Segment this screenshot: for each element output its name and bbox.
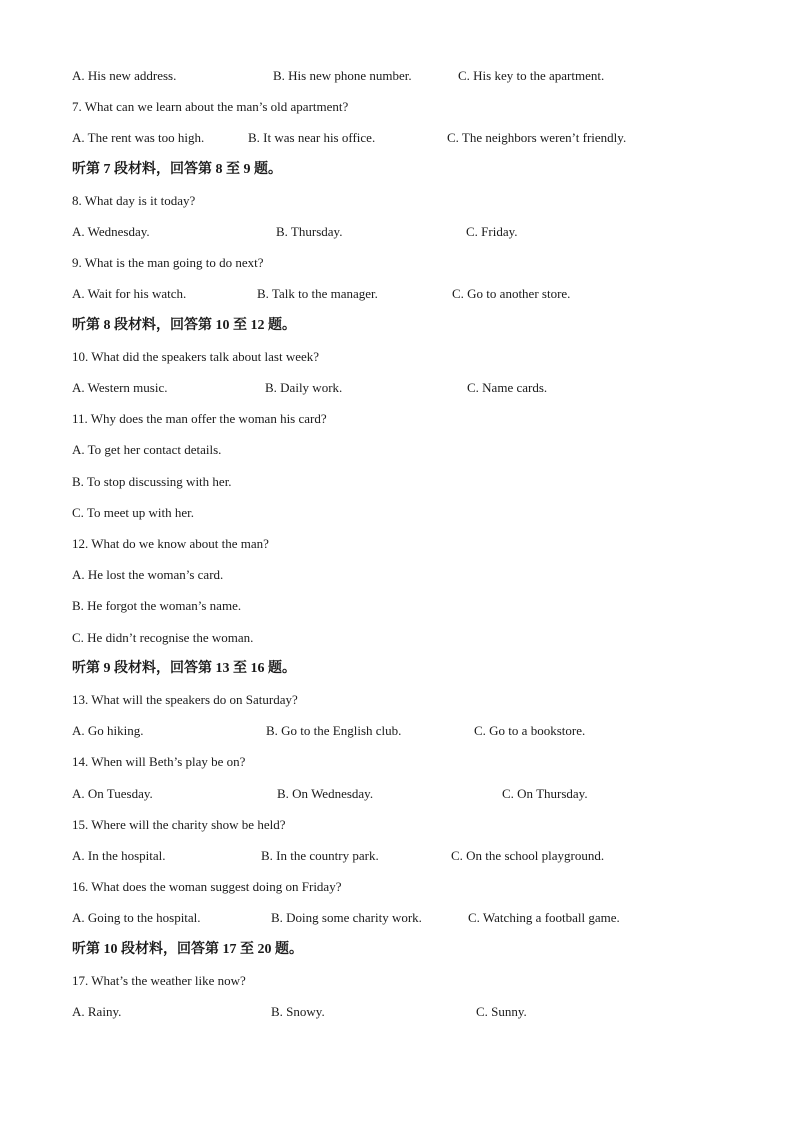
answer-option: A. In the hospital.: [72, 848, 166, 863]
answer-option: B. On Wednesday.: [277, 786, 374, 801]
section-heading: 听第 7 段材料，回答第 8 至 9 题。: [72, 162, 282, 177]
answer-option: B. It was near his office.: [248, 130, 376, 145]
options-row: [72, 909, 772, 927]
section-heading: 听第 9 段材料，回答第 13 至 16 题。: [72, 661, 296, 676]
answer-option: B. Doing some charity work.: [271, 910, 422, 925]
answer-option: A. The rent was too high.: [72, 130, 205, 145]
answer-option: C. On the school playground.: [451, 848, 605, 863]
answer-option: C. Go to a bookstore.: [474, 723, 586, 738]
answer-option: A. Wednesday.: [72, 224, 150, 239]
question-text: A. To get her contact details.: [72, 442, 222, 457]
answer-option: C. His key to the apartment.: [458, 68, 605, 83]
options-row: [72, 785, 772, 803]
answer-option: A. Rainy.: [72, 1004, 122, 1019]
question-text: A. He lost the woman’s card.: [72, 567, 224, 582]
answer-option: A. Wait for his watch.: [72, 286, 187, 301]
question-text: B. To stop discussing with her.: [72, 474, 232, 489]
question-text: 15. Where will the charity show be held?: [72, 817, 286, 832]
answer-option: C. Go to another store.: [452, 286, 571, 301]
answer-option: B. Daily work.: [265, 380, 343, 395]
question-text: C. To meet up with her.: [72, 505, 194, 520]
question-text: 11. Why does the man offer the woman his card?: [72, 411, 327, 426]
question-text: 16. What does the woman suggest doing on Friday?: [72, 879, 342, 894]
options-row: [72, 67, 772, 85]
options-row: [72, 379, 772, 397]
question-text: 14. When will Beth’s play be on?: [72, 754, 246, 769]
answer-option: B. Talk to the manager.: [257, 286, 378, 301]
answer-option: A. On Tuesday.: [72, 786, 153, 801]
options-row: [72, 129, 772, 147]
answer-option: B. Snowy.: [271, 1004, 325, 1019]
question-text: 7. What can we learn about the man’s old apartment?: [72, 99, 349, 114]
question-text: 9. What is the man going to do next?: [72, 255, 264, 270]
options-row: [72, 1003, 772, 1021]
question-text: C. He didn’t recognise the woman.: [72, 630, 254, 645]
options-row: [72, 223, 772, 241]
section-heading: 听第 8 段材料，回答第 10 至 12 题。: [72, 318, 296, 333]
question-text: 13. What will the speakers do on Saturday?: [72, 692, 298, 707]
answer-option: B. Thursday.: [276, 224, 343, 239]
answer-option: B. In the country park.: [261, 848, 379, 863]
question-text: 17. What’s the weather like now?: [72, 973, 246, 988]
answer-option: C. Friday.: [466, 224, 518, 239]
answer-option: C. On Thursday.: [502, 786, 588, 801]
question-text: B. He forgot the woman’s name.: [72, 598, 242, 613]
answer-option: A. Western music.: [72, 380, 168, 395]
answer-option: C. Name cards.: [467, 380, 548, 395]
answer-option: B. His new phone number.: [273, 68, 412, 83]
answer-option: A. Go hiking.: [72, 723, 144, 738]
options-row: [72, 847, 772, 865]
answer-option: C. The neighbors weren’t friendly.: [447, 130, 627, 145]
question-text: 8. What day is it today?: [72, 193, 196, 208]
answer-option: B. Go to the English club.: [266, 723, 402, 738]
answer-option: A. Going to the hospital.: [72, 910, 201, 925]
question-text: 10. What did the speakers talk about last week?: [72, 349, 320, 364]
answer-option: A. His new address.: [72, 68, 177, 83]
section-heading: 听第 10 段材料，回答第 17 至 20 题。: [72, 942, 303, 957]
options-row: [72, 722, 772, 740]
question-text: 12. What do we know about the man?: [72, 536, 269, 551]
options-row: [72, 285, 772, 303]
answer-option: C. Watching a football game.: [468, 910, 620, 925]
answer-option: C. Sunny.: [476, 1004, 527, 1019]
